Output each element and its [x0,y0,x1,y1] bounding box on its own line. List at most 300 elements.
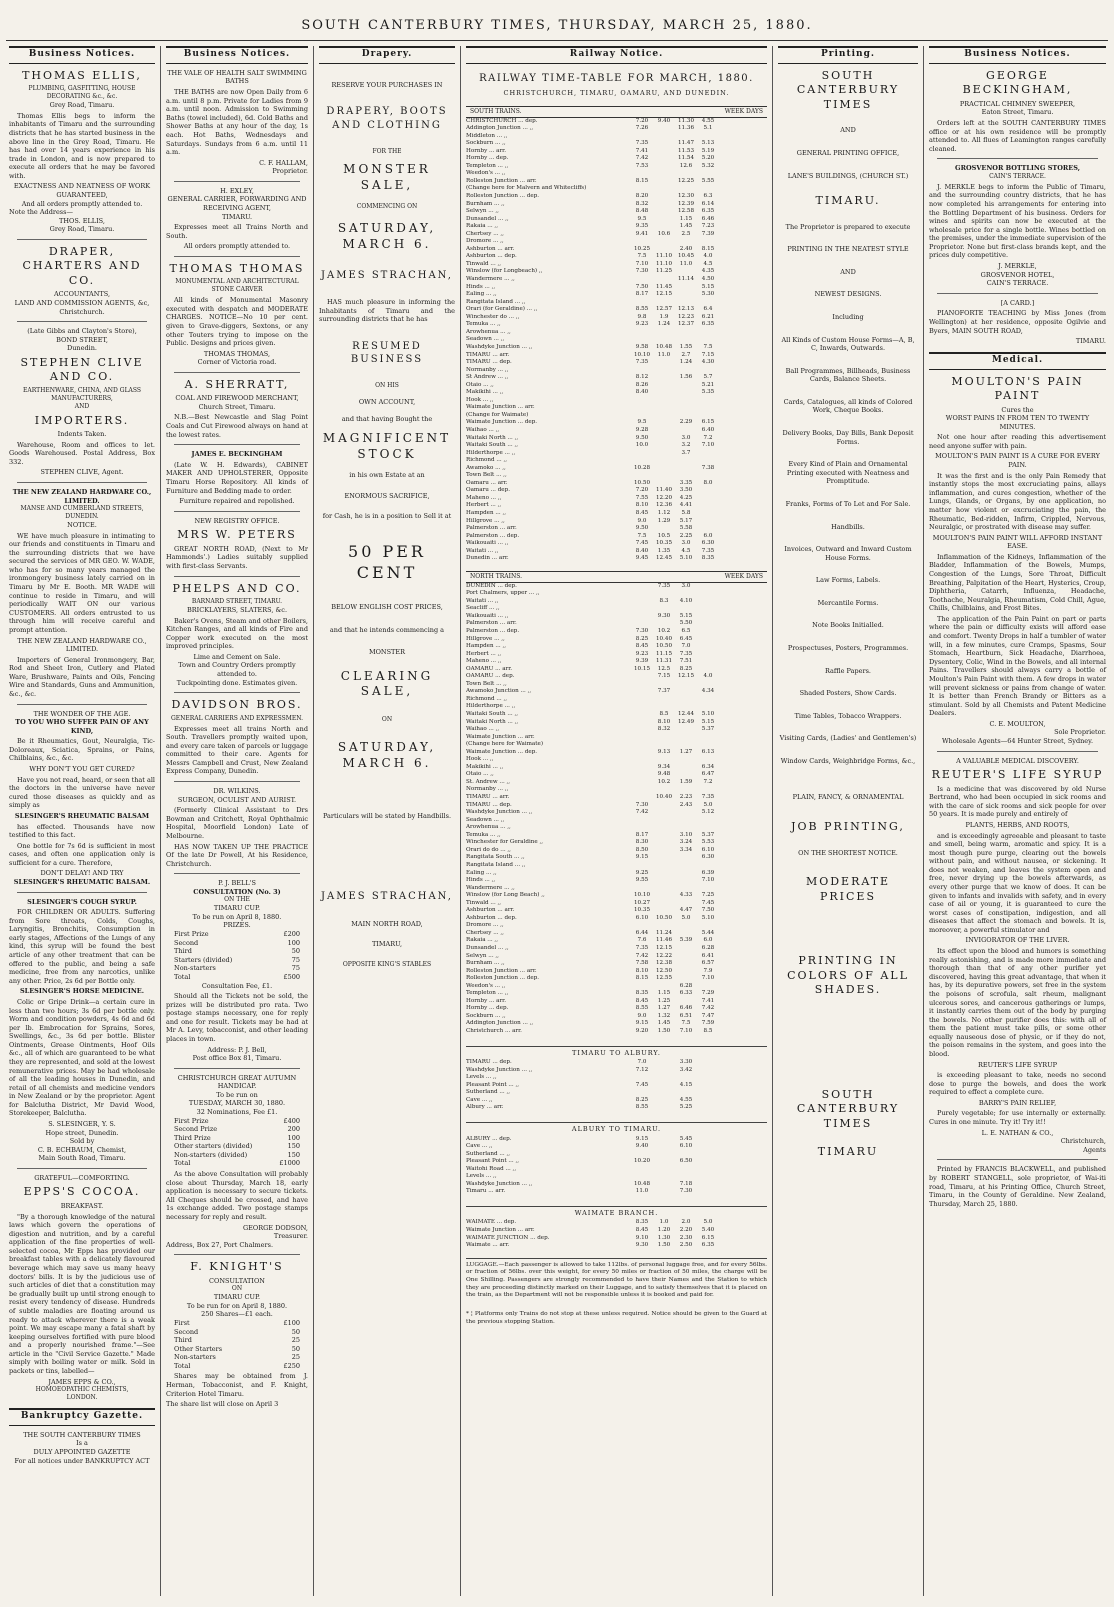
departure-time: 3.0 [681,582,691,589]
departure-time: 8.45 [635,509,649,516]
ad-headline: SATURDAY, MARCH 6. [337,740,437,771]
departure-time [697,741,719,749]
timetable-row [466,1188,767,1196]
timetable-row [466,1242,767,1250]
station-name: Hillgrove ... ,, [466,635,505,642]
station-name: Palmerston ... arr. [466,620,517,627]
prize-row [166,1117,308,1126]
ad-line: NEWEST DESIGNS. [814,290,882,299]
ad-signature: LONDON. [66,1394,98,1402]
station-name: Hampden ... ,, [466,509,507,516]
departure-time [631,824,653,832]
ad-line: BREAKFAST. [60,1202,104,1210]
section-heading: Railway Notice. [466,46,767,64]
ad-body: Expresses meet all trains North and South. Travellers promptly waited upon, and every care taken of parcels or luggage committed to their care. Agents for Messrs Campbell and Crust, New Zealand Express Company, Dunedin. [166,724,308,776]
departure-time: 12.44 [677,711,694,718]
timetable-row [466,1067,767,1075]
timetable-row [466,711,767,719]
departure-time [675,703,697,711]
station-name: Oamaru ... arr. [466,479,508,486]
ad-title: JAMES STRACHAN, [321,891,453,903]
ad-line: ON [231,1285,243,1293]
departure-time: 11.0 [635,1188,649,1195]
ad-body: The application of the Pain Paint on part or parts where the pain or difficulty exists will afford ease and comfort. Twenty Drops in half a tumbler of water will, in a few minutes, cure Cramps, Spasms, Sour Stomach, Heartburn, Sick Headache, Diarrhoea, Dysentery, Colic, Wind in the Bowels, and all internal Pains. Travellers should always carry a bottle of Moulton's Pain Paint with them. A few drops in water will prevent sickness or pains from change of water. It is better than French Brandy or Bitters as a stimulant. Sold by all Chemists and Patent Medicine Dealers. [929,614,1106,718]
timetable-row [466,450,767,458]
timetable-row [466,870,767,878]
station-name: St. Andrew ... ,, [466,778,511,785]
timetable-row [466,636,767,644]
station-name: (Change for Waimate) [466,411,529,418]
ad-line: Lime and Cement on Sale. [193,652,281,661]
service-item: Franks, Forms of To Let and For Sale. [785,499,911,508]
departure-time [631,734,653,742]
departure-time: 4.10 [679,597,693,604]
departure-time: 10.27 [633,899,650,906]
departure-time: 10.48 [633,1180,650,1187]
station-name: Waikouaiti ... ,, [466,540,509,547]
divider [17,321,147,322]
departure-time: 7.42 [635,952,649,959]
ad-title: CHRISTCHURCH GREAT AUTUMN HANDICAP. [177,1073,297,1091]
departure-time [631,185,653,193]
ad-line: Indents Taken. [57,430,107,439]
prize-row [166,1151,308,1160]
departure-time [675,397,697,405]
departure-time [653,427,675,435]
ad-signature: C. E. MOULTON, [989,719,1046,728]
departure-time [653,276,675,284]
departure-time [653,862,675,870]
station-name: Temuka ... ,, [466,831,501,838]
ad-headline: MODERATE PRICES [805,875,891,903]
departure-time: 12.25 [677,177,694,184]
prize-label: First [174,1319,190,1327]
departure-time: 5.25 [679,1104,693,1111]
ad-headline: 50 PER CENT [348,541,426,582]
departure-time: 8.40 [635,547,649,554]
departure-time [653,359,675,367]
departure-time: 8.25 [635,1096,649,1103]
ad-line: INVIGORATOR OF THE LIVER. [965,936,1070,945]
departure-time [653,155,675,163]
timetable-row [466,832,767,840]
departure-time: 5.13 [701,140,715,147]
departure-time: 7.9 [703,967,713,974]
departure-time [675,404,697,412]
timetable-row [466,937,767,945]
timetable-row [466,666,767,674]
station-name: OAMARU ... dep. [466,673,515,680]
departure-time [697,590,719,598]
ad-thomas-thomas [166,262,308,367]
station-name: Otaio ... ,, [466,381,494,388]
ad-signature: Christchurch, [1060,1137,1106,1146]
prize-row [166,1134,308,1143]
service-item: Invoices, Outward and Inward Custom House Forms. [784,545,912,562]
timetable-row [466,329,767,337]
departure-time [653,681,675,689]
departure-time: 10.25 [633,245,650,252]
departure-time [697,583,719,591]
ad-title: H. EXLEY, [220,186,254,195]
departure-time: 11.0 [679,260,693,267]
station-name: Waitohi Road ... ,, [466,1165,517,1172]
station-name: Addington Junction ... ,, [466,125,534,132]
departure-time [631,681,653,689]
departure-time: 1.45 [657,1020,671,1027]
departure-time [653,741,675,749]
departure-time: 7.42 [635,809,649,816]
station-name: Winchester do ... ,, [466,313,520,320]
departure-time: 5.7 [703,374,713,381]
departure-time [653,1143,675,1151]
departure-time: 5.32 [701,162,715,169]
timetable-row [466,163,767,171]
station-name: Templeton ... ,, [466,990,509,997]
ad-body: Thomas Ellis begs to inform the inhabitants of Timaru and the surrounding districts that he has started business in the above line in the Grey Road, Timaru. He has had over 14 years experience in his trade in London, and is now prepared to execute all orders that he may be favored with. [9,111,155,180]
departure-time [653,1158,675,1166]
departure-time: 9.15 [635,854,649,861]
departure-time: 7.30 [635,628,649,634]
departure-time [653,1181,675,1189]
ad-signature: Wholesale Agents—64 Hunter Street, Sydney. [941,736,1094,745]
ad-draper-charters [9,245,155,316]
departure-time [653,1074,675,1082]
departure-time: 4.55 [701,117,715,124]
ad-body: Its effect upon the blood and humors is something really astonishing, and is made more immediate and thorough than that of any other purifier yet discovered, having this great advantage, that when it has, by its depurative powers, set free in the system the poisons of scrofula, salt rheum, malignant ulcerous sores, and cancerous gatherings or lumps, it instantly carries them out of the body by purging the bowels. No other purifier does this: with all of them the patient must take pills, or some other equally nauseous dose of physic, or if they do not, the poison remains in the system, and goes into the blood. [929,947,1106,1058]
timetable-row [466,125,767,133]
ad-davidson [166,698,308,776]
station-name: Hinds ... ,, [466,283,496,290]
ad-line: TIMARU [817,1145,879,1159]
departure-time: 6.46 [679,1005,693,1012]
prize-row [166,930,308,939]
departure-time [675,457,697,465]
departure-time: 9.48 [657,771,671,778]
departure-time [697,620,719,628]
departure-time: 11.10 [655,253,672,260]
departure-time: 8.45 [635,1227,649,1234]
station-name: Levels ... ,, [466,1173,497,1180]
divider [937,158,1098,159]
departure-time: 3.30 [679,1059,693,1066]
service-item: Handbills. [831,522,865,531]
ad-nz-hardware [9,488,155,699]
ad-piano-card [929,299,1106,346]
timetable-row [466,495,767,503]
timetable-row [466,525,767,533]
divider [174,181,300,182]
departure-time: 9.41 [635,230,649,237]
departure-time: 7.30 [679,1188,693,1195]
departure-time: 7.5 [637,532,647,539]
departure-time: 7.39 [701,230,715,237]
ad-stephen-clive [9,327,155,477]
ad-line: TUESDAY, MARCH 30, 1880. [188,1099,286,1108]
departure-time [653,367,675,375]
departure-time [653,404,675,412]
ad-slogan-2: And all orders promptly attended to. [21,199,143,208]
departure-time: 2.30 [679,1234,693,1241]
departure-time: 12.30 [677,193,694,200]
departure-time: 8.55 [635,306,649,313]
timetable-row [466,457,767,465]
prize-label: Second [174,1327,199,1336]
station-name: Awamoko Junction ... ,, [466,688,532,695]
timetable-row [466,1089,767,1097]
station-name: Waimate ... arr. [466,1242,510,1249]
departure-time [653,1082,675,1090]
departure-time [675,741,697,749]
departure-time [631,472,653,480]
departure-time [653,703,675,711]
departure-time: 1.12 [657,509,671,516]
departure-time: 5.10 [701,711,715,718]
departure-time: 6.30 [701,540,715,547]
departure-time: 7.35 [679,650,693,657]
timetable-row [466,1020,767,1028]
ad-bankruptcy-gazette [9,1431,155,1465]
station-name: Sutherland ... ,, [466,1089,511,1096]
timetable-row [466,238,767,246]
station-name: Waitaki North ... ,, [466,718,519,725]
divider [17,482,147,483]
prize-row [166,947,308,956]
ad-line: AND [840,267,856,276]
service-item: Window Cards, Weighbridge Forms, &c., [780,756,916,765]
departure-time: 7.29 [701,990,715,997]
ad-line: PRINTING IN THE NEATEST STYLE [787,245,909,254]
ad-body: Be it Rheumatics, Gout, Neuralgia, Tic-Doloreaux, Sciatica, Sprains, or Pains, Chilblains, &c., &c. [9,737,155,763]
departure-time: 9.5 [637,215,647,222]
departure-time [697,525,719,533]
prize-label: Third [174,1336,192,1345]
departure-time [675,238,697,246]
departure-time: 7.30 [635,268,649,275]
station-name: Rolleston Junction ... arr. [466,967,537,974]
departure-time: 6.3 [703,193,713,200]
ad-line: GENERAL PRINTING OFFICE, [796,149,900,157]
ad-title: THOMAS ELLIS, [22,68,142,82]
ad-headline: JOB PRINTING, [791,820,905,834]
departure-time: 4.5 [703,260,713,267]
ad-line: THE SOUTH CANTERBURY TIMES [23,1430,141,1439]
departure-time: 6.46 [701,215,715,222]
ad-signature: S. SLESINGER, Y. S. [48,1120,116,1129]
timetable-row [466,148,767,156]
ad-title: DR. WILKINS. [213,787,261,796]
departure-time: 1.29 [657,517,671,524]
ad-body: (Late W. H. Edwards), CABINET MAKER AND UPHOLSTERER, Opposite Timaru Horse Repository. All kinds of Furniture and Bedding made to order. [166,460,308,495]
departure-time: 9.23 [635,321,649,328]
departure-time [653,1166,675,1174]
ad-body: N.B.—Best Newcastle and Slag Point Coals and Cut Firewood always on hand at the lowest rates. [166,413,308,439]
departure-time: 11.47 [677,140,694,147]
departure-time: 11.14 [677,276,694,283]
ad-body: Should all the Tickets not be sold, the prizes will be distributed pro rata. Two postage stamps necessary, one for reply and one for result. Tickets may be had at Mr A. Levy, tobacconist, and other leading places in town. [166,992,308,1043]
ad-headline: PRINTING IN COLORS OF ALL SHADES. [787,954,909,997]
ad-line: LAND AND COMMISSION AGENTS, &c, [14,299,150,307]
ad-title: JAMES STRACHAN, [321,269,453,281]
ad-title: SLESINGER'S COUGH SYRUP. [27,897,137,906]
departure-time: 10.35 [655,540,672,547]
ad-line: REUTER'S LIFE SYRUP [977,1060,1058,1069]
departure-time [675,953,697,961]
timetable-row [466,344,767,352]
departure-time: 3.50 [679,487,693,494]
ad-signature: Agents [1083,1145,1106,1154]
prize-amount: 100 [287,938,300,947]
departure-time: 4.50 [701,276,715,283]
ad-address: Grey Road, Timaru. [49,101,115,110]
departure-time [697,336,719,344]
timaru-heading: ALBURY TO TIMARU. [466,1122,767,1134]
departure-time: 8.55 [635,1104,649,1111]
ad-line: ON THE SHORTEST NOTICE. [798,848,898,857]
departure-time: 7.20 [635,487,649,494]
ad-line: (Late Gibbs and Clayton's Store), [27,327,137,336]
station-name: Burnham ... ,, [466,960,505,967]
departure-time: 10.10 [633,892,650,899]
station-name: Waihao ... ,, [466,426,500,433]
departure-time [631,741,653,749]
timetable-row [466,374,767,382]
timetable-row [466,945,767,953]
departure-time: 8.48 [635,208,649,215]
ad-line: MAIN NORTH ROAD, [351,919,423,928]
departure-time: 12.37 [677,321,694,328]
ad-trade: GENERAL CARRIER, FORWARDING AND RECEIVING AGENT, [167,195,307,212]
timetable-row [466,862,767,870]
timetable-row [466,1059,767,1067]
prize-label: Non-starters [174,1353,216,1362]
ad-line: TIMARU, [371,940,403,949]
departure-time: 5.15 [679,612,693,619]
ad-line: DON'T DELAY! AND TRY [40,869,124,878]
departure-time [697,518,719,526]
departure-time [653,201,675,209]
station-name: Albury ... arr. [466,1104,504,1111]
divider [174,1254,300,1255]
service-item: Delivery Books, Day Bills, Bank Deposit Forms. [782,429,914,446]
departure-time [653,802,675,810]
departure-time [653,442,675,450]
ad-signature: Post office Box 81, Timaru. [192,1054,282,1063]
ad-line: The share list will close on April 3 [166,1400,279,1409]
departure-time: 11.45 [655,283,672,290]
departure-time [631,862,653,870]
station-name: Ashburton ... arr. [466,907,515,914]
departure-time: 3.35 [679,479,693,486]
station-name: Normanby ... ,, [466,786,509,793]
timetable-row [466,261,767,269]
station-name: Waimate Junction ... dep. [466,748,538,755]
timetable-row [466,208,767,216]
departure-time [653,756,675,764]
departure-time: 12.39 [677,200,694,207]
timetable-row [466,178,767,186]
departure-time [653,696,675,704]
departure-time: 6.30 [701,854,715,861]
ad-line: ON THE [224,896,250,904]
departure-time: 5.50 [679,620,693,627]
departure-time [653,877,675,885]
departure-time [653,824,675,832]
departure-time: 7.18 [679,1180,693,1187]
station-name: Herbert ... ,, [466,502,502,509]
departure-time: 6.57 [701,960,715,967]
departure-time [631,688,653,696]
ad-line: RESERVE YOUR PURCHASES IN [331,80,443,89]
ad-line: TIMARU. [221,212,253,221]
divider [17,1168,147,1169]
departure-time [675,930,697,938]
departure-time [631,583,653,591]
prize-table [166,1117,308,1160]
departure-time: 4.34 [701,688,715,695]
station-name: Palmerston ... dep. [466,628,520,634]
ad-moulton-pain-paint [929,375,1106,746]
service-item: Shaded Posters, Show Cards. [799,689,897,698]
departure-time [653,412,675,420]
departure-time: 7.2 [703,778,713,785]
departure-time: 9.55 [635,877,649,884]
section-heading: Business Notices. [929,46,1106,64]
departure-time [653,832,675,840]
departure-time: 1.24 [657,321,671,328]
timetable-row [466,1013,767,1021]
departure-time [631,1166,653,1174]
station-name: Waihao ... ,, [466,726,500,733]
ad-sherratt [166,378,308,439]
departure-time: 8.15 [635,975,649,982]
timetable-row [466,231,767,239]
departure-time: 9.50 [635,525,649,532]
departure-time [653,374,675,382]
departure-time: 9.28 [635,426,649,433]
departure-time [697,636,719,644]
prize-label: First Prize [174,1116,209,1125]
departure-time: 7.23 [701,223,715,230]
prize-label: Third [174,947,192,956]
departure-time: 7.10 [701,975,715,982]
timetable-row [466,847,767,855]
departure-time: 11.31 [655,658,672,665]
ad-body: is exceeding pleasant to take, needs no second dose to purge the bowels, and does the work required to effect a complete cure. [929,1071,1106,1097]
station-name: Tinwald ... ,, [466,899,502,906]
departure-time [697,786,719,794]
departure-time: 12.38 [655,960,672,967]
station-name: Pleasant Point ... ,, [466,1081,520,1088]
timetable-row [466,651,767,659]
departure-time: 12.23 [677,313,694,320]
timetable-row [466,465,767,473]
prize-total [166,1362,308,1371]
timetable-row [466,1136,767,1144]
timetable-row [466,605,767,613]
departure-time: 11.53 [677,147,694,154]
station-name: Otaio ... ,, [466,771,494,778]
ad-line: IMPORTERS. [34,413,130,427]
departure-time: 6.35 [701,1242,715,1249]
masthead-rule [6,40,1108,41]
ad-line: Main South Road, Timaru. [38,1154,126,1163]
timetable-row [466,1166,767,1174]
station-name: Ashburton ... dep. [466,914,517,921]
departure-time: 7.45 [701,899,715,906]
divider [17,704,147,705]
ad-signature: Address, Box 27, Port Chalmers. [166,1240,274,1249]
